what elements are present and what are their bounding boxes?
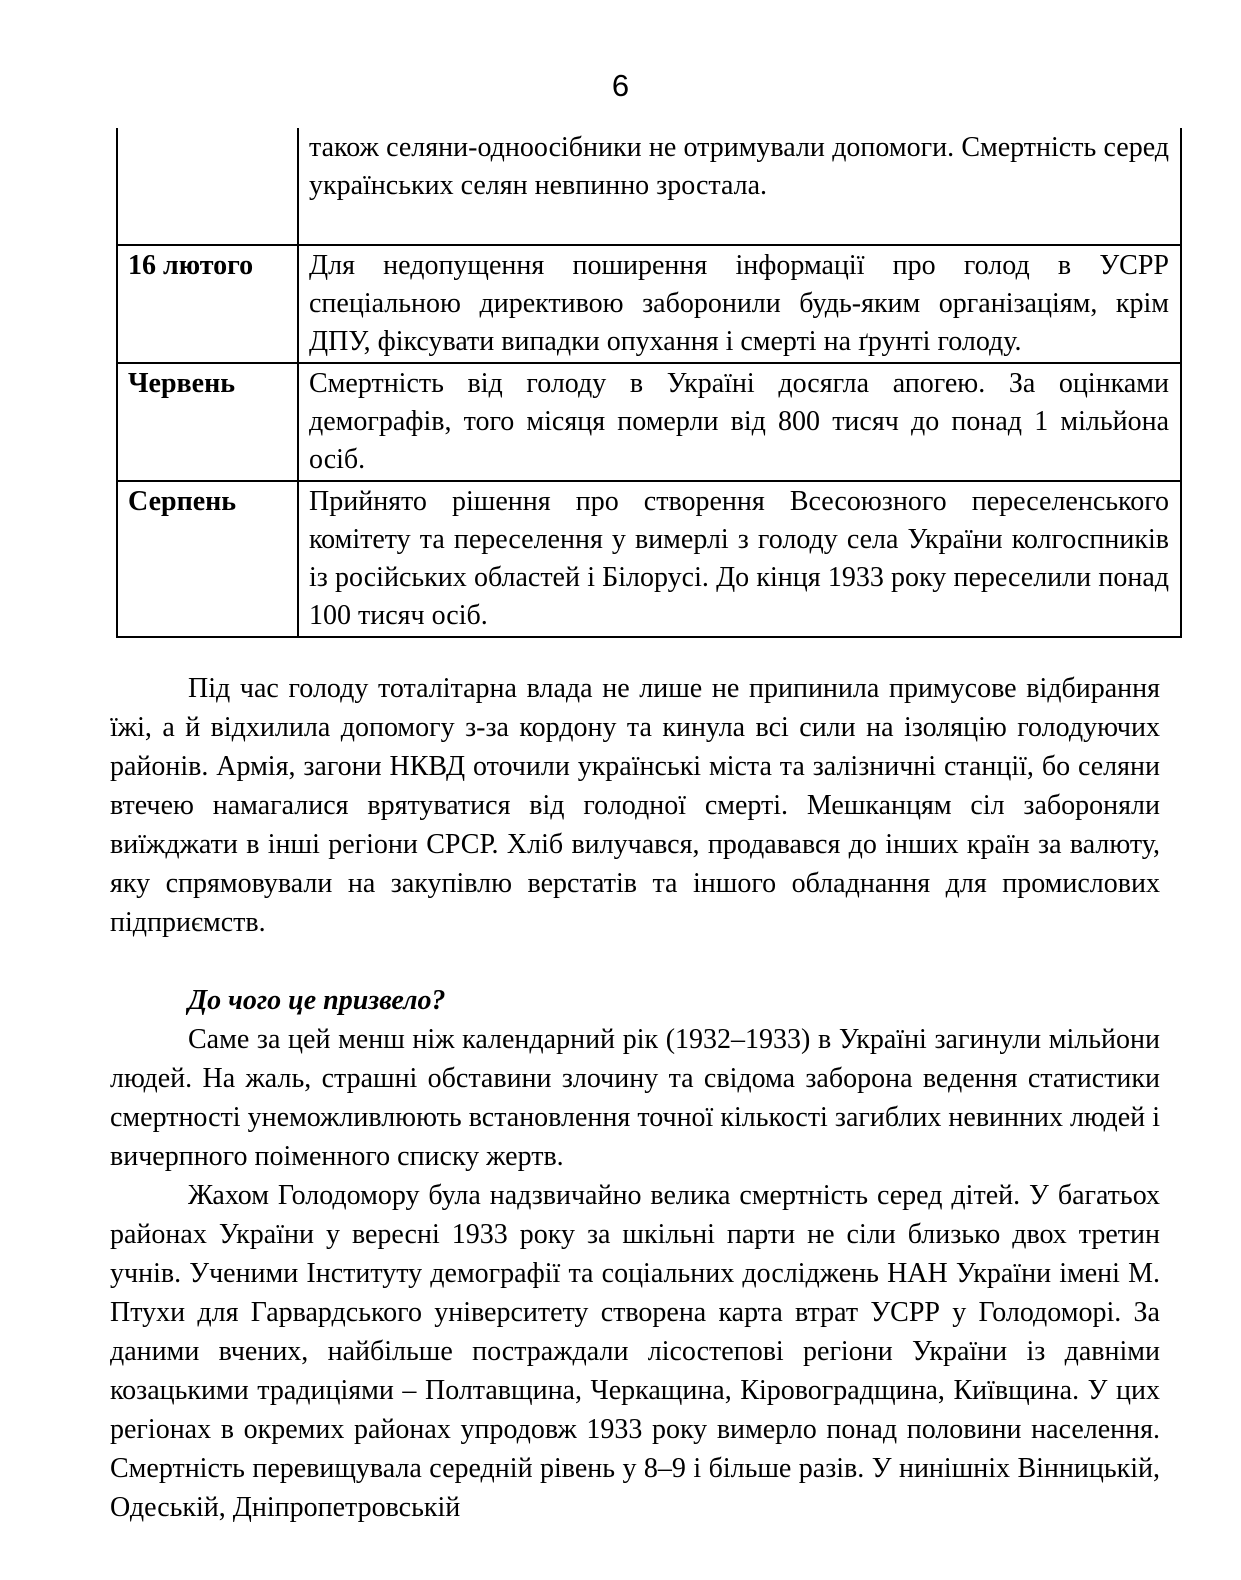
- table-row: [117, 363, 1181, 481]
- timeline-table: [116, 128, 1182, 638]
- paragraph-isolation: Під час голоду тоталітарна влада не лише не припинила примусове відбирання їжі, а й відхилила допомогу з-за кордону та кинула всі сили на ізоляцію голодуючих районів. Армія, загони НКВД оточили українські міста та залізничні станції, бо селяни втечею намагалися врятуватися від голодної смерті. Мешканцям сіл забороняли виїжджати в інші регіони СРСР. Хліб вилучався, продавався до інших країн за валюту, яку спрямовували на закупівлю верстатів та іншого обладнання для промислових підприємств.: [110, 673, 1160, 938]
- document-body: [110, 669, 1160, 1527]
- table-row: [117, 128, 1181, 245]
- date-cell: Серпень: [117, 481, 298, 637]
- description-cell: Смертність від голоду в Україні досягла апогею. За оцінками демографів, того місяця померли від 800 тисяч до понад 1 мільйона осіб.: [298, 363, 1181, 481]
- page-number: 6: [611, 68, 630, 103]
- paragraph-consequences: Саме за цей менш ніж календарний рік (1932–1933) в Україні загинули мільйони людей. На жаль, страшні обставини злочину та свідома заборона ведення статистики смертності унеможливлюють встановлення точної кількості загиблих невинних людей і вичерпного поіменного списку жертв.: [110, 1024, 1160, 1172]
- table-row: [117, 481, 1181, 637]
- date-cell: [117, 128, 298, 245]
- section-heading: До чого це призвело?: [188, 985, 446, 1016]
- table-row: [117, 245, 1181, 363]
- date-cell: Червень: [117, 363, 298, 481]
- description-cell: Для недопущення поширення інформації про голод в УСРР спеціальною директивою заборонили будь-яким організаціям, крім ДПУ, фіксувати випадки опухання і смерті на ґрунті голоду.: [298, 245, 1181, 363]
- date-cell: 16 лютого: [117, 245, 298, 363]
- description-cell: Прийнято рішення про створення Всесоюзного переселенського комітету та переселення у вимерлі з голоду села України колгоспників із російських областей і Білорусі. До кінця 1933 року переселили понад 100 тисяч осіб.: [298, 481, 1181, 637]
- paragraph-child-mortality: Жахом Голодомору була надзвичайно велика смертність серед дітей. У багатьох районах України у вересні 1933 року за шкільні парти не сіли близько двох третин учнів. Ученими Інституту демографії та соціальних досліджень НАН України імені М. Птухи для Гарвардського університету створена карта втрат УСРР у Голодоморі. За даними вчених, найбільше постраждали лісостепові регіони України із давніми козацькими традиціями – Полтавщина, Черкащина, Кіровоградщина, Київщина. У цих регіонах в окремих районах упродовж 1933 року вимерло понад половини населення. Смертність перевищувала середній рівень у 8–9 і більше разів. У нинішніх Вінницькій, Одеській, Дніпропетровській: [110, 1180, 1160, 1523]
- description-cell: також селяни-одноосібники не отримували допомоги. Смертність серед українських селян невпинно зростала.: [298, 128, 1181, 245]
